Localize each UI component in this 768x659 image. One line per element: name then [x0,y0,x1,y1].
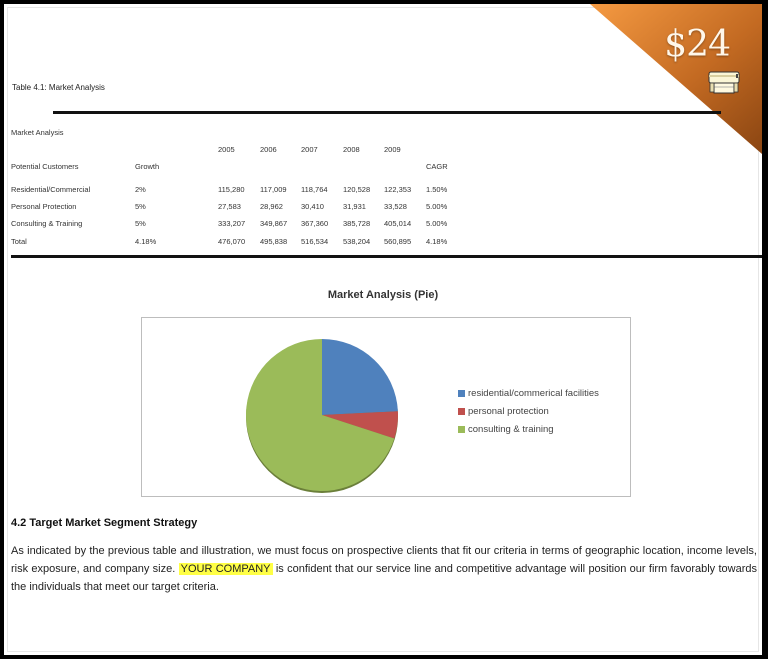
pie-slice [322,339,398,415]
legend-swatch-red [458,408,465,415]
row-cagr: 4.18% [426,237,448,246]
legend-label: consulting & training [468,423,554,435]
price-badge[interactable] [582,4,762,154]
document-page [4,4,762,655]
highlighted-company-name: YOUR COMPANY [180,563,271,575]
paragraph-text: is confident that our service line and competitive advantage will position our firm favorably towards the individuals that meet our target criteria. [11,563,757,593]
divider-bottom [11,255,762,258]
paragraph-text: As indicated by the previous table and illustration, we must focus on prospective clients that fit our criteria in terms of geographic location, income levels, risk exposure, and company size. [11,545,757,575]
year-header: 2006 [260,145,277,154]
legend-item [458,384,599,402]
pie-chart [141,317,631,497]
header-customers: Potential Customers [11,162,79,171]
row-cagr: 5.00% [426,219,448,228]
table-caption: Table 4.1: Market Analysis [12,83,105,92]
row-name: Personal Protection [11,202,77,211]
legend-label: personal protection [468,405,549,417]
body-paragraph [11,542,757,596]
header-cagr: CAGR [426,162,448,171]
year-header: 2007 [301,145,318,154]
row-value: 385,728 [343,219,371,228]
chart-title: Market Analysis (Pie) [327,289,439,301]
legend-swatch-green [458,426,465,433]
legend-swatch-blue [458,390,465,397]
row-value: 367,360 [301,219,329,228]
row-growth: 4.18% [135,237,157,246]
row-value: 516,534 [301,237,329,246]
row-name: Total [11,237,27,246]
year-header: 2009 [384,145,401,154]
row-value: 28,962 [260,202,283,211]
row-name: Consulting & Training [11,219,83,228]
row-value: 560,895 [384,237,412,246]
row-value: 476,070 [218,237,246,246]
table-title: Market Analysis [11,128,64,137]
header-growth: Growth [135,162,160,171]
row-value: 33,528 [384,202,407,211]
row-growth: 2% [135,185,146,194]
row-growth: 5% [135,202,146,211]
printer-icon [706,70,742,98]
chart-legend [458,384,599,438]
row-value: 120,528 [343,185,371,194]
row-cagr: 5.00% [426,202,448,211]
row-value: 118,764 [301,185,328,194]
row-value: 31,931 [343,202,366,211]
row-value: 27,583 [218,202,241,211]
row-value: 405,014 [384,219,412,228]
row-growth: 5% [135,219,146,228]
row-value: 117,009 [260,185,287,194]
row-value: 115,280 [218,185,245,194]
row-cagr: 1.50% [426,185,448,194]
divider-top [53,111,721,114]
row-value: 349,867 [260,219,288,228]
year-header: 2008 [343,145,360,154]
price-label: $24 [664,24,730,65]
section-heading: 4.2 Target Market Segment Strategy [11,517,198,529]
row-name: Residential/Commercial [11,185,91,194]
row-value: 538,204 [343,237,371,246]
legend-item [458,402,599,420]
row-value: 495,838 [260,237,288,246]
legend-item [458,420,599,438]
row-value: 30,410 [301,202,324,211]
row-value: 333,207 [218,219,246,228]
legend-label: residential/commerical facilities [468,387,599,399]
year-header: 2005 [218,145,235,154]
row-value: 122,353 [384,185,412,194]
